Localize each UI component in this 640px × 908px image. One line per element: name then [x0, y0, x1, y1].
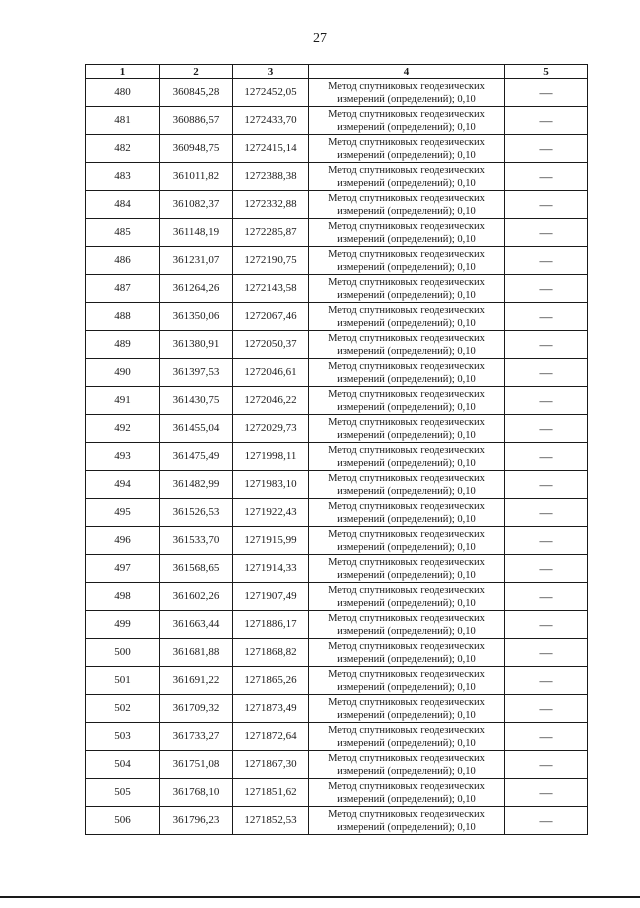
footer-rule — [0, 896, 640, 898]
x-coordinate-cell: 361602,26 — [160, 583, 233, 611]
x-coordinate-cell: 361011,82 — [160, 163, 233, 191]
point-number-cell: 484 — [86, 191, 160, 219]
table-row — [86, 303, 588, 331]
table-row — [86, 135, 588, 163]
table-row — [86, 443, 588, 471]
x-coordinate-cell: 361663,44 — [160, 611, 233, 639]
point-number-cell: 482 — [86, 135, 160, 163]
table-row — [86, 527, 588, 555]
table-row — [86, 415, 588, 443]
y-coordinate-cell: 1271886,17 — [233, 611, 309, 639]
x-coordinate-cell: 361482,99 — [160, 471, 233, 499]
y-coordinate-cell: 1271867,30 — [233, 751, 309, 779]
table-row — [86, 779, 588, 807]
method-cell: Метод спутниковых геодезических измерений (определений); 0,10 — [309, 695, 505, 723]
y-coordinate-cell: 1272388,38 — [233, 163, 309, 191]
column-header-3: 3 — [233, 65, 309, 79]
table-row — [86, 191, 588, 219]
point-number-cell: 492 — [86, 415, 160, 443]
note-cell: — — [505, 807, 588, 835]
table-row — [86, 331, 588, 359]
method-cell: Метод спутниковых геодезических измерений (определений); 0,10 — [309, 555, 505, 583]
table-row — [86, 583, 588, 611]
coordinates-table — [85, 64, 588, 835]
note-cell: — — [505, 191, 588, 219]
note-cell: — — [505, 583, 588, 611]
x-coordinate-cell: 361691,22 — [160, 667, 233, 695]
point-number-cell: 480 — [86, 79, 160, 107]
point-number-cell: 499 — [86, 611, 160, 639]
x-coordinate-cell: 360886,57 — [160, 107, 233, 135]
note-cell: — — [505, 331, 588, 359]
table-row — [86, 359, 588, 387]
point-number-cell: 503 — [86, 723, 160, 751]
x-coordinate-cell: 361533,70 — [160, 527, 233, 555]
y-coordinate-cell: 1272332,88 — [233, 191, 309, 219]
method-cell: Метод спутниковых геодезических измерений (определений); 0,10 — [309, 611, 505, 639]
point-number-cell: 496 — [86, 527, 160, 555]
method-cell: Метод спутниковых геодезических измерений (определений); 0,10 — [309, 191, 505, 219]
table-row — [86, 611, 588, 639]
table-row — [86, 499, 588, 527]
method-cell: Метод спутниковых геодезических измерений (определений); 0,10 — [309, 527, 505, 555]
point-number-cell: 494 — [86, 471, 160, 499]
point-number-cell: 487 — [86, 275, 160, 303]
x-coordinate-cell: 361430,75 — [160, 387, 233, 415]
y-coordinate-cell: 1271868,82 — [233, 639, 309, 667]
method-cell: Метод спутниковых геодезических измерений (определений); 0,10 — [309, 275, 505, 303]
point-number-cell: 481 — [86, 107, 160, 135]
method-cell: Метод спутниковых геодезических измерений (определений); 0,10 — [309, 723, 505, 751]
x-coordinate-cell: 361475,49 — [160, 443, 233, 471]
y-coordinate-cell: 1271872,64 — [233, 723, 309, 751]
table-row — [86, 807, 588, 835]
point-number-cell: 497 — [86, 555, 160, 583]
x-coordinate-cell: 361380,91 — [160, 331, 233, 359]
column-header-4: 4 — [309, 65, 505, 79]
y-coordinate-cell: 1271873,49 — [233, 695, 309, 723]
method-cell: Метод спутниковых геодезических измерений (определений); 0,10 — [309, 667, 505, 695]
table-row — [86, 387, 588, 415]
method-cell: Метод спутниковых геодезических измерений (определений); 0,10 — [309, 387, 505, 415]
x-coordinate-cell: 361231,07 — [160, 247, 233, 275]
table-row — [86, 695, 588, 723]
y-coordinate-cell: 1272050,37 — [233, 331, 309, 359]
method-cell: Метод спутниковых геодезических измерений (определений); 0,10 — [309, 751, 505, 779]
note-cell: — — [505, 219, 588, 247]
x-coordinate-cell: 361681,88 — [160, 639, 233, 667]
table-row — [86, 219, 588, 247]
method-cell: Метод спутниковых геодезических измерений (определений); 0,10 — [309, 415, 505, 443]
table-row — [86, 723, 588, 751]
x-coordinate-cell: 361568,65 — [160, 555, 233, 583]
note-cell: — — [505, 275, 588, 303]
table-body — [86, 79, 588, 835]
method-cell: Метод спутниковых геодезических измерений (определений); 0,10 — [309, 163, 505, 191]
point-number-cell: 505 — [86, 779, 160, 807]
method-cell: Метод спутниковых геодезических измерений (определений); 0,10 — [309, 107, 505, 135]
y-coordinate-cell: 1272190,75 — [233, 247, 309, 275]
y-coordinate-cell: 1271983,10 — [233, 471, 309, 499]
y-coordinate-cell: 1271922,43 — [233, 499, 309, 527]
y-coordinate-cell: 1272067,46 — [233, 303, 309, 331]
table-header-row — [86, 65, 588, 79]
method-cell: Метод спутниковых геодезических измерений (определений); 0,10 — [309, 443, 505, 471]
method-cell: Метод спутниковых геодезических измерений (определений); 0,10 — [309, 79, 505, 107]
y-coordinate-cell: 1272046,61 — [233, 359, 309, 387]
table-row — [86, 275, 588, 303]
point-number-cell: 502 — [86, 695, 160, 723]
x-coordinate-cell: 361397,53 — [160, 359, 233, 387]
y-coordinate-cell: 1272046,22 — [233, 387, 309, 415]
method-cell: Метод спутниковых геодезических измерений (определений); 0,10 — [309, 219, 505, 247]
y-coordinate-cell: 1272433,70 — [233, 107, 309, 135]
point-number-cell: 488 — [86, 303, 160, 331]
y-coordinate-cell: 1271851,62 — [233, 779, 309, 807]
method-cell: Метод спутниковых геодезических измерений (определений); 0,10 — [309, 359, 505, 387]
note-cell: — — [505, 639, 588, 667]
method-cell: Метод спутниковых геодезических измерений (определений); 0,10 — [309, 247, 505, 275]
point-number-cell: 490 — [86, 359, 160, 387]
point-number-cell: 504 — [86, 751, 160, 779]
table-row — [86, 107, 588, 135]
x-coordinate-cell: 361455,04 — [160, 415, 233, 443]
table-row — [86, 639, 588, 667]
point-number-cell: 493 — [86, 443, 160, 471]
table-row — [86, 79, 588, 107]
note-cell: — — [505, 359, 588, 387]
note-cell: — — [505, 163, 588, 191]
note-cell: — — [505, 723, 588, 751]
x-coordinate-cell: 360845,28 — [160, 79, 233, 107]
method-cell: Метод спутниковых геодезических измерений (определений); 0,10 — [309, 331, 505, 359]
point-number-cell: 500 — [86, 639, 160, 667]
x-coordinate-cell: 361768,10 — [160, 779, 233, 807]
point-number-cell: 489 — [86, 331, 160, 359]
y-coordinate-cell: 1271865,26 — [233, 667, 309, 695]
note-cell: — — [505, 471, 588, 499]
point-number-cell: 501 — [86, 667, 160, 695]
note-cell: — — [505, 303, 588, 331]
method-cell: Метод спутниковых геодезических измерений (определений); 0,10 — [309, 779, 505, 807]
y-coordinate-cell: 1272285,87 — [233, 219, 309, 247]
method-cell: Метод спутниковых геодезических измерений (определений); 0,10 — [309, 807, 505, 835]
note-cell: — — [505, 387, 588, 415]
y-coordinate-cell: 1271907,49 — [233, 583, 309, 611]
table-row — [86, 247, 588, 275]
x-coordinate-cell: 361526,53 — [160, 499, 233, 527]
column-header-1: 1 — [86, 65, 160, 79]
note-cell: — — [505, 79, 588, 107]
method-cell: Метод спутниковых геодезических измерений (определений); 0,10 — [309, 639, 505, 667]
table-row — [86, 555, 588, 583]
note-cell: — — [505, 555, 588, 583]
point-number-cell: 483 — [86, 163, 160, 191]
x-coordinate-cell: 361148,19 — [160, 219, 233, 247]
note-cell: — — [505, 135, 588, 163]
y-coordinate-cell: 1272143,58 — [233, 275, 309, 303]
table-row — [86, 163, 588, 191]
y-coordinate-cell: 1271915,99 — [233, 527, 309, 555]
note-cell: — — [505, 667, 588, 695]
note-cell: — — [505, 247, 588, 275]
note-cell: — — [505, 611, 588, 639]
y-coordinate-cell: 1272415,14 — [233, 135, 309, 163]
x-coordinate-cell: 361082,37 — [160, 191, 233, 219]
x-coordinate-cell: 361264,26 — [160, 275, 233, 303]
note-cell: — — [505, 779, 588, 807]
page-number: 27 — [313, 31, 327, 46]
note-cell: — — [505, 499, 588, 527]
point-number-cell: 486 — [86, 247, 160, 275]
x-coordinate-cell: 360948,75 — [160, 135, 233, 163]
method-cell: Метод спутниковых геодезических измерений (определений); 0,10 — [309, 499, 505, 527]
point-number-cell: 485 — [86, 219, 160, 247]
method-cell: Метод спутниковых геодезических измерений (определений); 0,10 — [309, 303, 505, 331]
y-coordinate-cell: 1271998,11 — [233, 443, 309, 471]
note-cell: — — [505, 751, 588, 779]
x-coordinate-cell: 361751,08 — [160, 751, 233, 779]
method-cell: Метод спутниковых геодезических измерений (определений); 0,10 — [309, 583, 505, 611]
table-row — [86, 751, 588, 779]
x-coordinate-cell: 361350,06 — [160, 303, 233, 331]
note-cell: — — [505, 695, 588, 723]
table-row — [86, 471, 588, 499]
column-header-2: 2 — [160, 65, 233, 79]
x-coordinate-cell: 361733,27 — [160, 723, 233, 751]
point-number-cell: 495 — [86, 499, 160, 527]
y-coordinate-cell: 1272029,73 — [233, 415, 309, 443]
note-cell: — — [505, 527, 588, 555]
table-row — [86, 667, 588, 695]
y-coordinate-cell: 1271914,33 — [233, 555, 309, 583]
method-cell: Метод спутниковых геодезических измерений (определений); 0,10 — [309, 471, 505, 499]
x-coordinate-cell: 361796,23 — [160, 807, 233, 835]
note-cell: — — [505, 107, 588, 135]
point-number-cell: 498 — [86, 583, 160, 611]
y-coordinate-cell: 1272452,05 — [233, 79, 309, 107]
column-header-5: 5 — [505, 65, 588, 79]
method-cell: Метод спутниковых геодезических измерений (определений); 0,10 — [309, 135, 505, 163]
x-coordinate-cell: 361709,32 — [160, 695, 233, 723]
point-number-cell: 491 — [86, 387, 160, 415]
point-number-cell: 506 — [86, 807, 160, 835]
note-cell: — — [505, 443, 588, 471]
note-cell: — — [505, 415, 588, 443]
y-coordinate-cell: 1271852,53 — [233, 807, 309, 835]
